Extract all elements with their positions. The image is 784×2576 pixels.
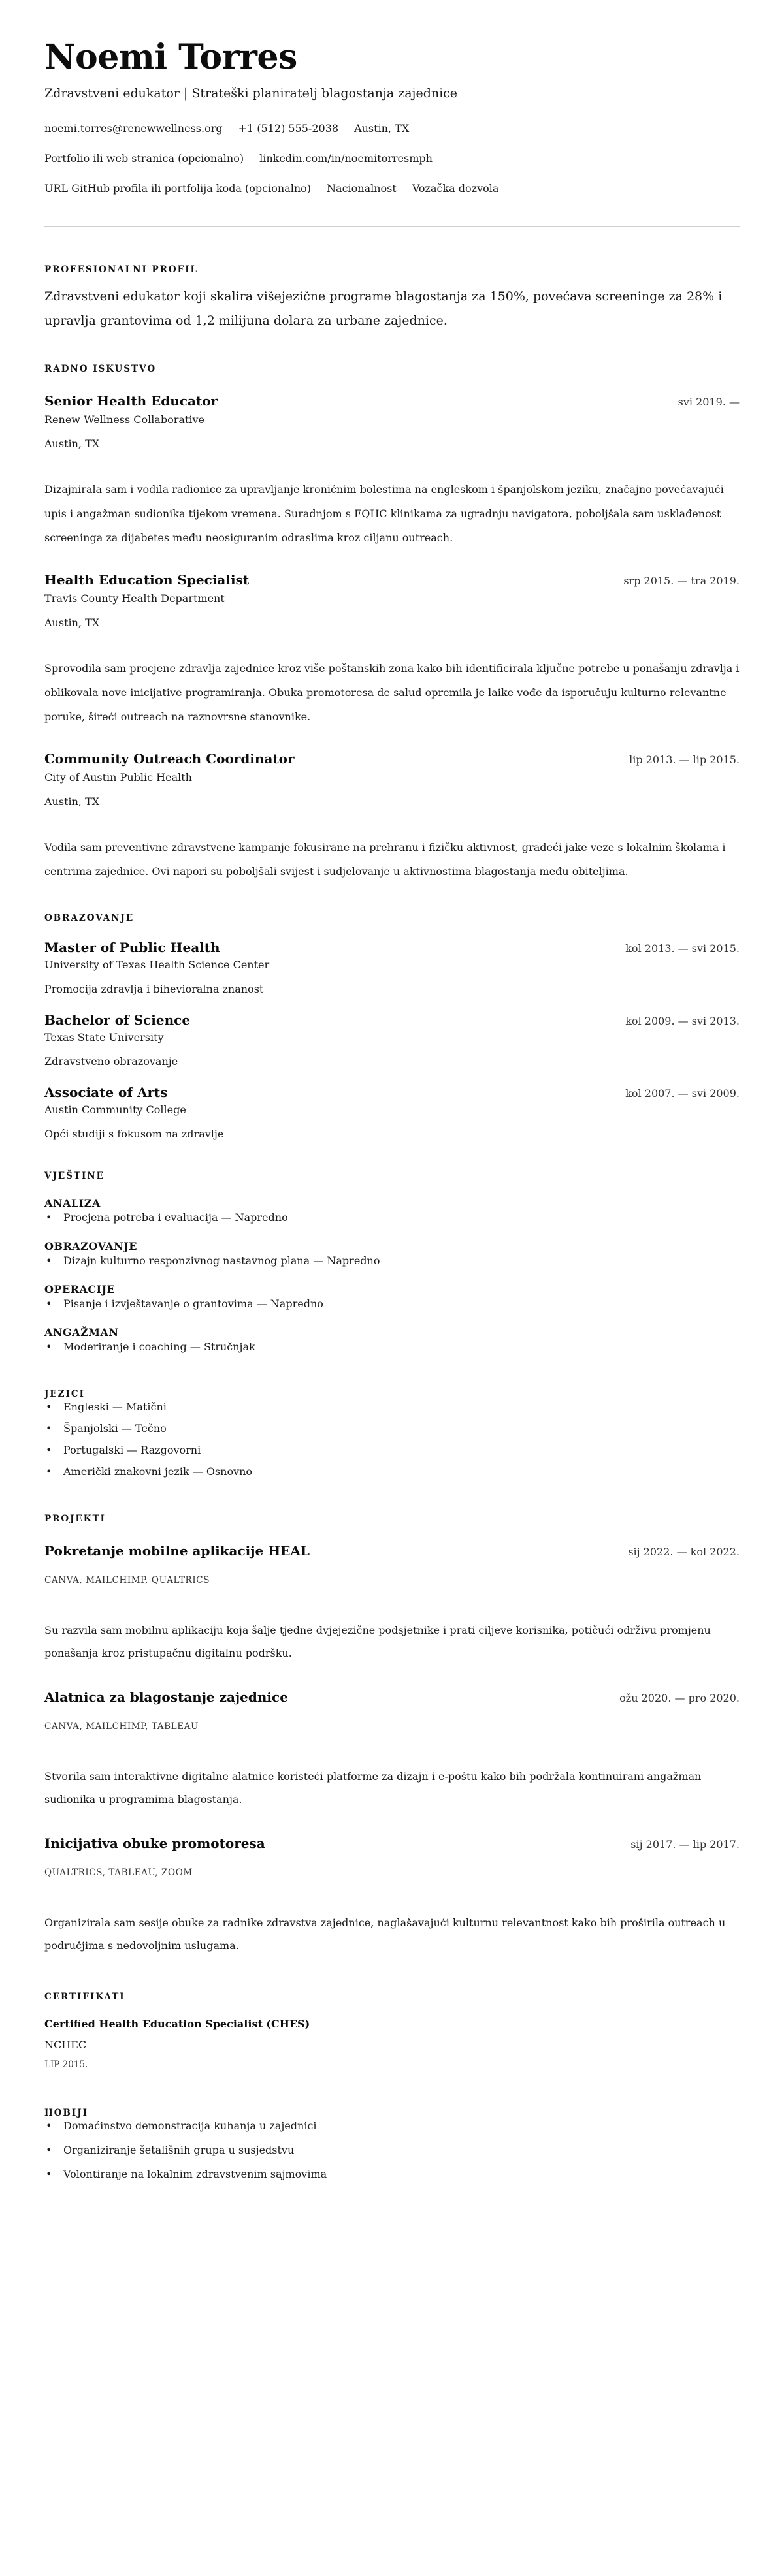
degree-title: Bachelor of Science xyxy=(44,1012,191,1028)
project-tech: QUALTRICS, TABLEAU, ZOOM xyxy=(44,1868,193,1878)
hobby-item: • Volontiranje na lokalnim zdravstvenim sajmovima xyxy=(44,2167,740,2182)
resume-header xyxy=(44,37,740,196)
degree-title: Associate of Arts xyxy=(44,1085,168,1100)
school-name: Austin Community College xyxy=(44,1104,186,1116)
contact-phone[interactable]: +1 (512) 555-2038 xyxy=(238,122,339,135)
contact-nationality: Nacionalnost xyxy=(327,182,397,195)
education-item xyxy=(44,1083,740,1141)
skill-group xyxy=(44,1282,740,1311)
experience-item xyxy=(44,392,740,550)
education-item xyxy=(44,938,740,996)
skill-group xyxy=(44,1326,740,1354)
project-dates: sij 2022. — kol 2022. xyxy=(628,1546,740,1558)
candidate-name: Noemi Torres xyxy=(44,37,297,77)
certificate-issuer: NCHEC xyxy=(44,2039,87,2051)
candidate-headline: Zdravstveni edukator | Strateški planiratelj blagostanja zajednice xyxy=(44,86,458,101)
project-name: Pokretanje mobilne aplikacije HEAL xyxy=(44,1543,310,1559)
job-description: Dizajnirala sam i vodila radionice za upravljanje kroničnim bolestima na engleskom i španjolskom jeziku, značajno povećavajući upis i angažman sudionika tijekom vremena. Suradnjom s FQHC klinikama za ugradnju navigatora, poboljšala sam usklađenost screeninga za dijabetes među neosiguranim odraslima kroz ciljanu outreach. xyxy=(44,483,724,544)
study-field: Promocija zdravlja i bihevioralna znanost xyxy=(44,983,264,995)
skill-item: • Procjena potreba i evaluacija — Napredno xyxy=(44,1211,740,1225)
language-item: • Američki znakovni jezik — Osnovno xyxy=(44,1465,740,1479)
skill-group-title: ANALIZA xyxy=(44,1197,101,1209)
education-dates: kol 2013. — svi 2015. xyxy=(625,942,740,955)
skills-section xyxy=(44,1170,740,1354)
project-dates: ožu 2020. — pro 2020. xyxy=(619,1692,740,1704)
job-organization: Travis County Health Department xyxy=(44,592,225,605)
skill-group-title: ANGAŽMAN xyxy=(44,1326,119,1339)
header-divider xyxy=(44,226,740,227)
job-dates: lip 2013. — lip 2015. xyxy=(629,754,740,766)
section-title: VJEŠTINE xyxy=(44,1171,105,1181)
hobby-item: • Domaćinstvo demonstracija kuhanja u zajednici xyxy=(44,2119,740,2133)
degree-title: Master of Public Health xyxy=(44,940,220,955)
section-title: JEZICI xyxy=(44,1389,85,1399)
certificate-date: LIP 2015. xyxy=(44,2059,88,2070)
job-description: Vodila sam preventivne zdravstvene kampanje fokusirane na prehranu i fizičku aktivnost, gradeći jake veze s lokalnim školama i centrima zajednice. Ovi napori su poboljšali svijest i sudjelovanje u aktivnostima blagostanja među obiteljima. xyxy=(44,841,726,878)
hobbies-section xyxy=(44,2107,740,2182)
language-item: • Engleski — Matični xyxy=(44,1400,740,1414)
job-location: Austin, TX xyxy=(44,795,100,808)
skill-group-title: OPERACIJE xyxy=(44,1283,116,1296)
job-dates: srp 2015. — tra 2019. xyxy=(623,575,740,587)
job-location: Austin, TX xyxy=(44,616,100,629)
skill-group-title: OBRAZOVANJE xyxy=(44,1240,137,1252)
skill-item: • Dizajn kulturno responzivnog nastavnog plana — Napredno xyxy=(44,1254,740,1268)
job-location: Austin, TX xyxy=(44,437,100,450)
study-field: Zdravstveno obrazovanje xyxy=(44,1055,178,1068)
experience-item xyxy=(44,571,740,729)
project-name: Inicijativa obuke promotoresa xyxy=(44,1836,265,1851)
job-organization: Renew Wellness Collaborative xyxy=(44,413,204,426)
job-description: Sprovodila sam procjene zdravlja zajednice kroz više poštanskih zona kako bih identificirala ključne potrebe u ponašanju zdravlja i oblikovala nove inicijative programiranja. Obuka promotoresa de salud opremila je laike vođe da isporučuju kulturno relevantne poruke, šireći outreach na raznovrsne stanovnike. xyxy=(44,662,740,723)
section-title: CERTIFIKATI xyxy=(44,1992,125,2002)
projects-section xyxy=(44,1513,740,1957)
contact-portfolio[interactable]: Portfolio ili web stranica (opcionalno) xyxy=(44,152,244,165)
contact-github[interactable]: URL GitHub profila ili portfolija koda (opcionalno) xyxy=(44,182,312,195)
contact-row xyxy=(44,182,740,196)
job-title: Senior Health Educator xyxy=(44,393,218,409)
skill-group xyxy=(44,1239,740,1268)
language-item: • Španjolski — Tečno xyxy=(44,1422,740,1436)
education-section xyxy=(44,912,740,1141)
experience-item xyxy=(44,750,740,883)
job-organization: City of Austin Public Health xyxy=(44,771,192,784)
project-item xyxy=(44,1542,740,1664)
contact-linkedin[interactable]: linkedin.com/in/noemitorresmph xyxy=(259,152,433,165)
hobby-item: • Organiziranje šetališnih grupa u susjedstvu xyxy=(44,2143,740,2157)
job-dates: svi 2019. — xyxy=(678,396,740,408)
contact-email[interactable]: noemi.torres@renewwellness.org xyxy=(44,122,223,135)
contact-row xyxy=(44,121,740,136)
project-item xyxy=(44,1834,740,1957)
job-title: Health Education Specialist xyxy=(44,572,250,588)
profile-section xyxy=(44,264,740,333)
section-title: PROFESIONALNI PROFIL xyxy=(44,264,199,275)
section-title: HOBIJI xyxy=(44,2108,88,2118)
profile-summary: Zdravstveni edukator koji skalira višejezične programe blagostanja za 150%, povećava screeninge za 28% i upravlja grantovima od 1,2 milijuna dolara za urbane zajednice. xyxy=(44,289,723,328)
contact-driving-license: Vozačka dozvola xyxy=(412,182,499,195)
skill-group xyxy=(44,1196,740,1225)
project-name: Alatnica za blagostanje zajednice xyxy=(44,1689,288,1705)
school-name: Texas State University xyxy=(44,1031,164,1043)
certificate-name: Certified Health Education Specialist (CHES) xyxy=(44,2018,310,2030)
education-item xyxy=(44,1011,740,1069)
project-dates: sij 2017. — lip 2017. xyxy=(630,1838,740,1851)
section-title: PROJEKTI xyxy=(44,1514,106,1524)
project-description: Su razvila sam mobilnu aplikaciju koja šalje tjedne dvjejezične podsjetnike i prati ciljeve korisnika, potičući održivu promjenu ponašanja kroz pristupačnu digitalnu podršku. xyxy=(44,1624,711,1659)
skill-item: • Moderiranje i coaching — Stručnjak xyxy=(44,1340,740,1354)
language-item: • Portugalski — Razgovorni xyxy=(44,1443,740,1457)
certificate-item xyxy=(44,2017,740,2071)
contact-row xyxy=(44,151,740,166)
project-description: Stvorila sam interaktivne digitalne alatnice koristeći platforme za dizajn i e-poštu kako bih podržala kontinuirani angažman sudionika u programima blagostanja. xyxy=(44,1770,702,1805)
study-field: Opći studiji s fokusom na zdravlje xyxy=(44,1128,224,1140)
section-title: RADNO ISKUSTVO xyxy=(44,364,157,374)
certificates-section xyxy=(44,1991,740,2071)
education-dates: kol 2009. — svi 2013. xyxy=(625,1015,740,1027)
contact-location: Austin, TX xyxy=(354,122,410,135)
job-title: Community Outreach Coordinator xyxy=(44,751,295,767)
school-name: University of Texas Health Science Center xyxy=(44,959,270,971)
languages-section xyxy=(44,1388,740,1479)
project-item xyxy=(44,1688,740,1811)
education-dates: kol 2007. — svi 2009. xyxy=(625,1087,740,1100)
section-title: OBRAZOVANJE xyxy=(44,913,135,923)
experience-section xyxy=(44,363,740,883)
project-tech: CANVA, MAILCHIMP, TABLEAU xyxy=(44,1721,199,1732)
project-description: Organizirala sam sesije obuke za radnike zdravstva zajednice, naglašavajući kulturnu relevantnost kako bih proširila outreach u područjima s nedovoljnim uslugama. xyxy=(44,1916,726,1952)
project-tech: CANVA, MAILCHIMP, QUALTRICS xyxy=(44,1575,210,1585)
skill-item: • Pisanje i izvještavanje o grantovima — Napredno xyxy=(44,1297,740,1311)
